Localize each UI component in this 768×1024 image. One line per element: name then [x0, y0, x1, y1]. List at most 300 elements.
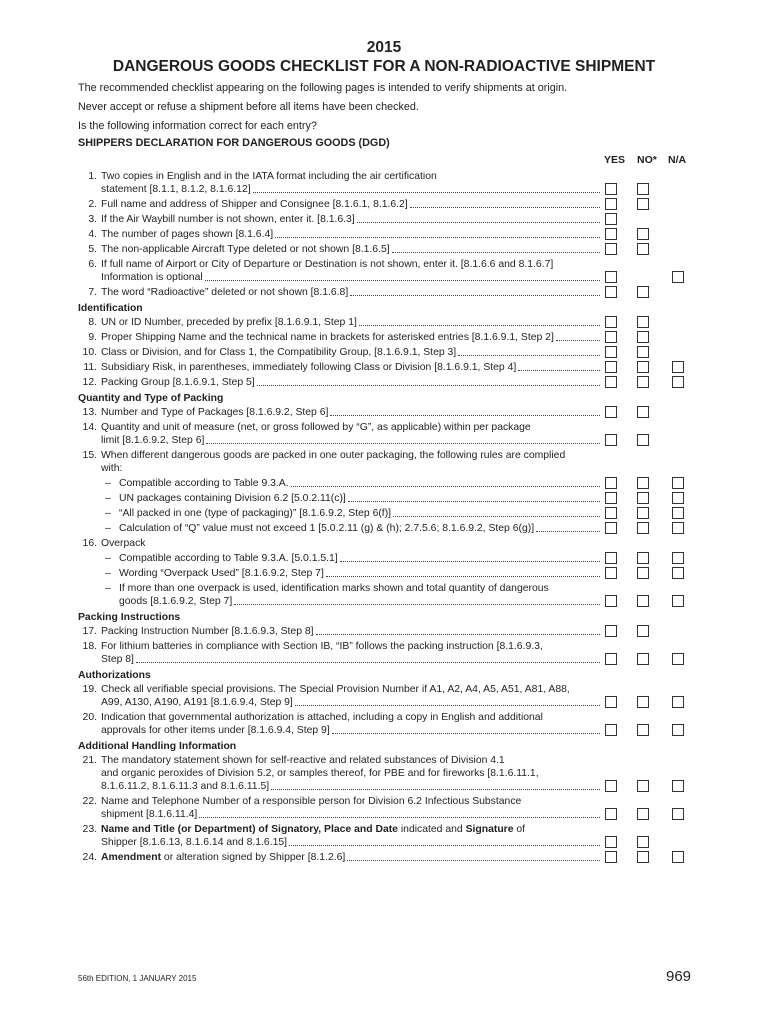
item-line — [119, 507, 600, 520]
line-text: The number of pages shown [8.1.6.4] — [101, 229, 274, 240]
dot-leader — [393, 507, 600, 517]
line-text: If more than one overpack is used, identification marks shown and total quantity of dangerous — [119, 583, 549, 594]
checklist-item — [70, 375, 690, 390]
dot-leader — [357, 213, 600, 223]
item-number: 13. — [82, 407, 97, 418]
checkbox-group — [600, 754, 690, 793]
item-line — [101, 361, 600, 374]
item-number: 8. — [88, 317, 97, 328]
checkbox-yes[interactable] — [605, 477, 617, 489]
checkbox-yes[interactable] — [605, 522, 617, 534]
line-text: Packing Group [8.1.6.9.1, Step 5] — [101, 377, 255, 388]
line-text: Overpack — [101, 538, 146, 549]
item-text-area — [70, 477, 600, 490]
section-heading: Authorizations — [78, 670, 151, 681]
checkbox-yes[interactable] — [605, 836, 617, 848]
checklist-item — [70, 794, 690, 822]
intro-text: Never accept or refuse a shipment before all items have been checked. — [78, 101, 419, 113]
line-text: Calculation of “Q” value must not exceed 1 [5.0.2.11 (g) & (h); 2.7.5.6; 8.1.6.9.2, Step 6(g)] — [119, 523, 535, 534]
checklist-item — [70, 639, 690, 667]
item-line — [119, 477, 600, 490]
line-text: statement [8.1.1, 8.1.2, 8.1.6.12] — [101, 184, 251, 195]
checklist-item — [70, 536, 690, 551]
item-text — [119, 552, 600, 565]
checklist-item — [70, 242, 690, 257]
checkbox-yes[interactable] — [605, 228, 617, 240]
checkbox-yes[interactable] — [605, 361, 617, 373]
checkbox-group — [600, 361, 690, 374]
item-number: 19. — [82, 684, 97, 695]
dot-leader — [536, 522, 600, 532]
item-text-area — [70, 582, 600, 608]
checkbox-group — [600, 567, 690, 580]
checklist-item — [70, 682, 690, 710]
item-text — [119, 522, 600, 535]
checklist-subitem — [70, 476, 690, 491]
item-text — [101, 711, 600, 737]
item-text-area — [70, 823, 600, 849]
column-yes: YES — [604, 154, 626, 166]
checkbox-group — [600, 795, 690, 821]
item-text-area — [70, 213, 600, 226]
document-title: DANGEROUS GOODS CHECKLIST FOR A NON-RADIOACTIVE SHIPMENT — [112, 58, 656, 75]
item-number — [70, 567, 101, 580]
checkbox-na[interactable] — [672, 507, 684, 519]
item-text-area — [70, 507, 600, 520]
checkbox-yes[interactable] — [605, 213, 617, 225]
checkbox-group — [600, 507, 690, 520]
item-number — [70, 507, 101, 520]
dot-leader — [326, 567, 600, 577]
checklist-item — [70, 315, 690, 330]
item-text — [101, 449, 600, 475]
checkbox-yes[interactable] — [605, 271, 617, 283]
line-text: Information is optional — [101, 272, 203, 283]
dot-leader — [275, 228, 600, 238]
item-line — [101, 462, 600, 475]
line-text: Two copies in English and in the IATA format including the air certification — [101, 171, 437, 182]
item-number: 5. — [88, 244, 97, 255]
checkbox-no[interactable] — [637, 724, 649, 736]
item-line — [119, 582, 600, 595]
dot-leader — [392, 243, 600, 253]
item-line — [101, 376, 600, 389]
checkbox-yes[interactable] — [605, 406, 617, 418]
checklist-item — [70, 197, 690, 212]
checkbox-yes[interactable] — [605, 316, 617, 328]
text-segment: of — [513, 824, 526, 835]
checkbox-na[interactable] — [672, 271, 684, 283]
item-line — [101, 243, 600, 256]
item-line — [101, 808, 600, 821]
checkbox-group — [600, 346, 690, 359]
dot-leader — [458, 346, 600, 356]
checkbox-yes[interactable] — [605, 625, 617, 637]
item-text-area — [70, 522, 600, 535]
item-line — [101, 823, 600, 836]
item-line — [119, 595, 600, 608]
checkbox-group — [600, 213, 690, 226]
checkbox-no[interactable] — [637, 780, 649, 792]
item-line — [101, 780, 600, 793]
checklist-item — [70, 345, 690, 360]
checkbox-no[interactable] — [637, 331, 649, 343]
checkbox-no[interactable] — [637, 376, 649, 388]
item-line — [101, 537, 600, 550]
item-text-area — [70, 567, 600, 580]
checkbox-group — [600, 228, 690, 241]
checkbox-yes[interactable] — [605, 492, 617, 504]
column-no: NO* — [637, 154, 657, 166]
item-number: 22. — [82, 796, 97, 807]
section-title: SHIPPERS DECLARATION FOR DANGEROUS GOODS (DGD) — [78, 137, 390, 149]
checkbox-no[interactable] — [637, 492, 649, 504]
checklist-item — [70, 212, 690, 227]
dot-leader — [295, 696, 600, 706]
line-text: “All packed in one (type of packaging)” [8.1.6.9.2, Step 6(f)] — [119, 508, 392, 519]
dot-leader — [348, 492, 600, 502]
line-text: 8.1.6.11.2, 8.1.6.11.3 and 8.1.6.11.5] — [101, 781, 270, 792]
checklist-item — [70, 330, 690, 345]
item-line — [101, 449, 600, 462]
checkbox-group — [600, 376, 690, 389]
item-text-area — [70, 228, 600, 241]
item-line — [119, 492, 600, 505]
checkbox-yes[interactable] — [605, 552, 617, 564]
checkbox-no[interactable] — [637, 567, 649, 579]
checklist-item — [70, 624, 690, 639]
item-text — [119, 492, 600, 505]
checkbox-na[interactable] — [672, 724, 684, 736]
checkbox-group — [600, 286, 690, 299]
dot-leader — [332, 724, 600, 734]
item-number: 24. — [82, 852, 97, 863]
column-headers — [604, 154, 694, 168]
item-number: 1. — [88, 171, 97, 182]
checkbox-yes[interactable] — [605, 243, 617, 255]
item-text — [119, 477, 600, 490]
line-text: Step 8] — [101, 654, 134, 665]
checkbox-yes[interactable] — [605, 331, 617, 343]
line-text: and organic peroxides of Division 5.2, or samples thereof, for PBE and for fireworks [8.1.6.11.1, — [101, 768, 539, 779]
checkbox-yes[interactable] — [605, 653, 617, 665]
checkbox-yes[interactable] — [605, 434, 617, 446]
item-text-area — [70, 711, 600, 737]
checkbox-yes[interactable] — [605, 696, 617, 708]
item-text — [101, 537, 600, 550]
item-line — [101, 271, 600, 284]
checkbox-na[interactable] — [672, 477, 684, 489]
dot-leader — [340, 552, 600, 562]
item-dash: – — [105, 553, 111, 564]
item-line — [101, 836, 600, 849]
checkbox-no[interactable] — [637, 316, 649, 328]
text-segment: Signature — [465, 824, 514, 835]
item-text-area — [70, 198, 600, 211]
item-text-area — [70, 331, 600, 344]
line-text: Indication that governmental authorization is attached, including a copy in English and additional — [101, 712, 543, 723]
item-text-area — [70, 170, 600, 196]
item-line — [101, 421, 600, 434]
item-line — [101, 640, 600, 653]
checklist-item — [70, 227, 690, 242]
item-dash: – — [105, 508, 111, 519]
checkbox-yes[interactable] — [605, 595, 617, 607]
checkbox-yes[interactable] — [605, 198, 617, 210]
checklist-subitem — [70, 506, 690, 521]
item-number: 20. — [82, 712, 97, 723]
intro-text: Is the following information correct for each entry? — [78, 120, 317, 132]
line-text: Full name and address of Shipper and Consignee [8.1.6.1, 8.1.6.2] — [101, 199, 408, 210]
checkbox-no[interactable] — [637, 198, 649, 210]
item-text-area — [70, 286, 600, 299]
item-text-area — [70, 243, 600, 256]
checkbox-na[interactable] — [672, 552, 684, 564]
checklist-item — [70, 448, 690, 476]
line-text: approvals for other items under [8.1.6.9.4, Step 9] — [101, 725, 330, 736]
checkbox-yes[interactable] — [605, 808, 617, 820]
checklist-item — [70, 360, 690, 375]
section-heading: Identification — [78, 303, 143, 314]
checkbox-na[interactable] — [672, 492, 684, 504]
checkbox-yes[interactable] — [605, 724, 617, 736]
checkbox-yes[interactable] — [605, 851, 617, 863]
checkbox-no[interactable] — [637, 522, 649, 534]
checkbox-yes[interactable] — [605, 567, 617, 579]
checklist-item — [70, 710, 690, 738]
text-segment: indicated and — [397, 824, 466, 835]
checkbox-group — [600, 477, 690, 490]
checkbox-group — [600, 243, 690, 256]
item-line — [101, 406, 600, 419]
checkbox-group — [600, 170, 690, 196]
checkbox-yes[interactable] — [605, 346, 617, 358]
item-text-area — [70, 625, 600, 638]
item-text-area — [70, 537, 600, 550]
item-dash: – — [105, 493, 111, 504]
checklist-item — [70, 753, 690, 794]
line-text: Compatible according to Table 9.3.A. [5.0.1.5.1] — [119, 553, 338, 564]
item-text — [101, 198, 600, 211]
line-text: Wording “Overpack Used” [8.1.6.9.2, Step 7] — [119, 568, 324, 579]
checkbox-na[interactable] — [672, 567, 684, 579]
checkbox-no[interactable] — [637, 552, 649, 564]
item-text-area — [70, 851, 600, 864]
item-dash: – — [105, 478, 111, 489]
checkbox-no[interactable] — [637, 477, 649, 489]
dot-leader — [271, 780, 600, 790]
item-text-area — [70, 361, 600, 374]
line-text: shipment [8.1.6.11.4] — [101, 809, 198, 820]
line-text: For lithium batteries in compliance with Section IB, “IB” follows the packing instruction [8.1.6.9.3, — [101, 641, 543, 652]
item-number: 9. — [88, 332, 97, 343]
item-number: 12. — [82, 377, 97, 388]
item-number: 3. — [88, 214, 97, 225]
item-number: 21. — [82, 755, 97, 766]
item-line — [101, 258, 600, 271]
checkbox-no[interactable] — [637, 653, 649, 665]
item-text-area — [70, 421, 600, 447]
item-line — [101, 213, 600, 226]
checkbox-group — [600, 522, 690, 535]
checkbox-na[interactable] — [672, 808, 684, 820]
checklist-subitem — [70, 491, 690, 506]
checkbox-no[interactable] — [637, 808, 649, 820]
checkbox-no[interactable] — [637, 836, 649, 848]
checkbox-group — [600, 552, 690, 565]
item-text — [101, 406, 600, 419]
item-line — [101, 851, 600, 864]
checkbox-na[interactable] — [672, 780, 684, 792]
item-line — [101, 653, 600, 666]
item-text-area — [70, 449, 600, 475]
dot-leader — [316, 625, 600, 635]
checkbox-na[interactable] — [672, 851, 684, 863]
item-line — [101, 711, 600, 724]
checkbox-group — [600, 625, 690, 638]
item-text — [101, 795, 600, 821]
checkbox-no[interactable] — [637, 228, 649, 240]
dot-leader — [253, 183, 600, 193]
item-line — [101, 795, 600, 808]
checklist-subitem — [70, 566, 690, 581]
text-segment: Amendment — [101, 852, 162, 863]
item-text — [101, 346, 600, 359]
item-line — [101, 696, 600, 709]
edition-label: 56th EDITION, 1 JANUARY 2015 — [78, 974, 197, 983]
item-text-area — [70, 316, 600, 329]
checkbox-no[interactable] — [637, 286, 649, 298]
item-number: 6. — [88, 259, 97, 270]
checkbox-group — [600, 640, 690, 666]
column-na: N/A — [668, 154, 687, 166]
item-number: 4. — [88, 229, 97, 240]
line-text: Packing Instruction Number [8.1.6.9.3, Step 8] — [101, 626, 314, 637]
checkbox-group — [600, 449, 690, 475]
item-line — [101, 331, 600, 344]
line-text: The mandatory statement shown for self-reactive and related substances of Division 4.1 — [101, 755, 505, 766]
line-text: UN packages containing Division 6.2 [5.0.2.11(c)] — [119, 493, 346, 504]
item-text — [119, 582, 600, 608]
checkbox-group — [600, 198, 690, 211]
item-number: 18. — [82, 641, 97, 652]
item-line — [101, 198, 600, 211]
item-line — [119, 552, 600, 565]
checkbox-na[interactable] — [672, 696, 684, 708]
checkbox-no[interactable] — [637, 696, 649, 708]
checkbox-na[interactable] — [672, 595, 684, 607]
item-text — [101, 170, 600, 196]
page-number: 969 — [666, 968, 692, 985]
item-text — [101, 213, 600, 226]
checkbox-group — [600, 851, 690, 864]
checkbox-yes[interactable] — [605, 286, 617, 298]
item-text — [101, 316, 600, 329]
item-line — [101, 183, 600, 196]
checkbox-group — [600, 711, 690, 737]
checkbox-yes[interactable] — [605, 780, 617, 792]
item-text — [101, 331, 600, 344]
item-text-area — [70, 754, 600, 793]
checkbox-group — [600, 537, 690, 550]
item-number: 11. — [83, 362, 97, 373]
item-line — [101, 683, 600, 696]
line-text: The non-applicable Aircraft Type deleted or not shown [8.1.6.5] — [101, 244, 390, 255]
item-number: 14. — [82, 422, 97, 433]
item-text-area — [70, 683, 600, 709]
checkbox-group — [600, 823, 690, 849]
checkbox-no[interactable] — [637, 406, 649, 418]
checkbox-na[interactable] — [672, 522, 684, 534]
checkbox-yes[interactable] — [605, 183, 617, 195]
checkbox-na[interactable] — [672, 653, 684, 665]
item-line — [119, 567, 600, 580]
document-year: 2015 — [366, 39, 402, 56]
item-text — [101, 243, 600, 256]
item-text — [101, 228, 600, 241]
checklist-subitem — [70, 551, 690, 566]
checkbox-na[interactable] — [672, 376, 684, 388]
checklist-item — [70, 405, 690, 420]
checklist-item — [70, 257, 690, 285]
line-text: When different dangerous goods are packed in one outer packaging, the following rules are complied — [101, 450, 566, 461]
line-text: Name and Telephone Number of a responsible person for Division 6.2 Infectious Substance — [101, 796, 522, 807]
checkbox-no[interactable] — [637, 507, 649, 519]
checklist-subitem — [70, 581, 690, 609]
checkbox-no[interactable] — [637, 361, 649, 373]
checklist-item — [70, 850, 690, 865]
item-dash: – — [105, 523, 111, 534]
item-line — [101, 228, 600, 241]
section-heading: Additional Handling Information — [78, 741, 237, 752]
item-text — [119, 507, 600, 520]
line-text: with: — [101, 463, 123, 474]
item-number — [70, 522, 101, 535]
item-text-area — [70, 552, 600, 565]
item-dash: – — [105, 568, 111, 579]
checkbox-no[interactable] — [637, 625, 649, 637]
dot-leader — [347, 851, 600, 861]
dot-leader — [291, 477, 600, 487]
checkbox-group — [600, 406, 690, 419]
checkbox-yes[interactable] — [605, 507, 617, 519]
item-line — [119, 522, 600, 535]
item-text — [101, 286, 600, 299]
item-text — [101, 823, 600, 849]
dot-leader — [359, 316, 600, 326]
checkbox-no[interactable] — [637, 851, 649, 863]
checkbox-no[interactable] — [637, 595, 649, 607]
checkbox-no[interactable] — [637, 434, 649, 446]
checklist — [70, 169, 690, 865]
line-text: If the Air Waybill number is not shown, enter it. [8.1.6.3] — [101, 214, 355, 225]
checkbox-no[interactable] — [637, 183, 649, 195]
checkbox-na[interactable] — [672, 361, 684, 373]
checkbox-yes[interactable] — [605, 376, 617, 388]
item-line — [101, 754, 600, 767]
item-line — [101, 346, 600, 359]
checkbox-no[interactable] — [637, 346, 649, 358]
dot-leader — [136, 653, 600, 663]
section-heading: Packing Instructions — [78, 612, 181, 623]
item-number: 16. — [82, 538, 97, 549]
checkbox-group — [600, 683, 690, 709]
dot-leader — [289, 836, 600, 846]
checkbox-group — [600, 258, 690, 284]
item-line — [101, 434, 600, 447]
item-number: 7. — [88, 287, 97, 298]
checkbox-no[interactable] — [637, 243, 649, 255]
